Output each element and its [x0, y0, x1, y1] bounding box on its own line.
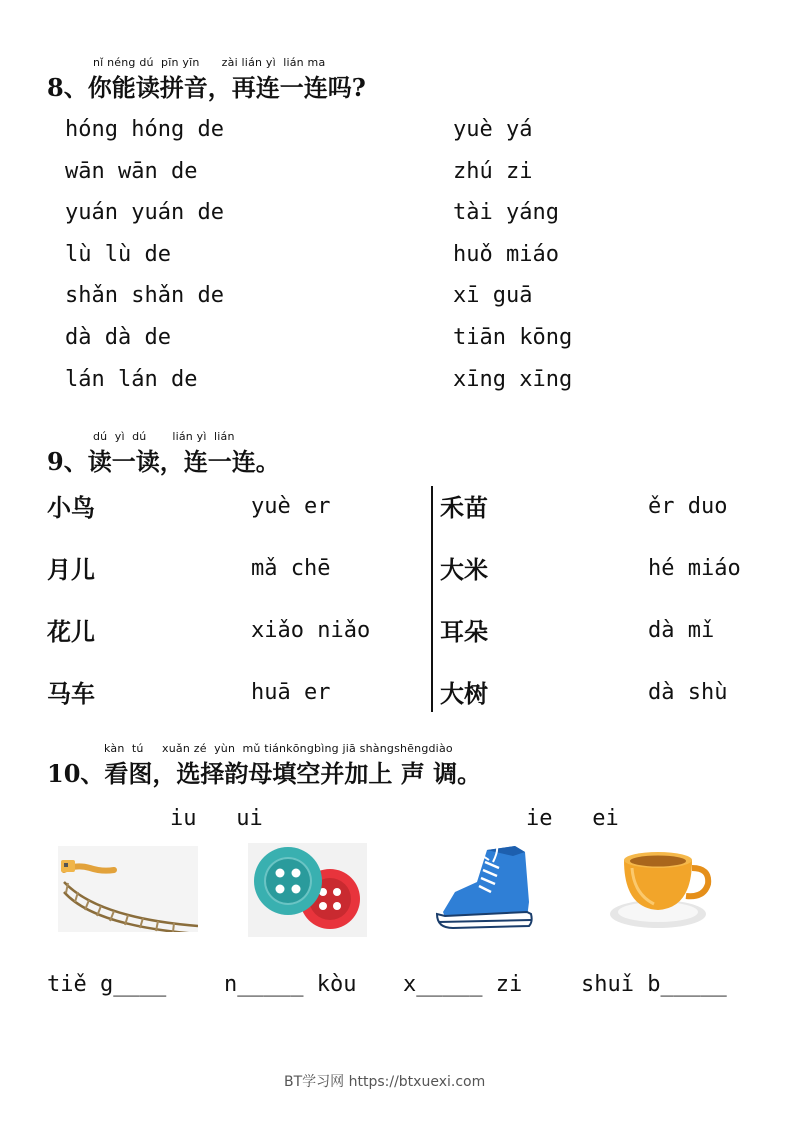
q8-right-item: huǒ miáo — [453, 241, 559, 267]
footer-watermark: BT学习网 https://btxuexi.com — [284, 1074, 486, 1090]
q8-right-item: xīng xīng — [453, 366, 573, 392]
q9-right-words — [440, 488, 488, 736]
buttons-image — [248, 843, 367, 937]
q8-left-column — [65, 117, 224, 408]
q9-word: 大树 — [440, 680, 488, 708]
q10-options-left: iu ui — [170, 806, 263, 831]
railway-track-icon — [58, 846, 198, 932]
q9-pinyin: mǎ chē — [251, 556, 331, 581]
q9-pinyin-annotation: dú yì dú lián yì lián — [93, 430, 235, 443]
sneaker-image — [433, 842, 537, 932]
q8-pinyin-annotation: nǐ néng dú pīn yīn zài lián yì lián ma — [93, 56, 326, 69]
q10-pinyin-annotation: kàn tú xuǎn zé yùn mǔ tiánkōngbìng jiā shàngshēngdiào — [104, 742, 453, 755]
q8-left-item: dà dà de — [65, 324, 171, 350]
q8-left-item: lù lù de — [65, 241, 171, 267]
q10-blank-2: n_____ kòu — [224, 972, 357, 997]
q8-right-item: tiān kōng — [453, 324, 573, 350]
railway-track-image — [58, 846, 198, 932]
q10-blank-3: x_____ zi — [403, 972, 523, 997]
q10-blank-4: shuǐ b_____ — [581, 972, 727, 997]
q9-word: 耳朵 — [440, 618, 488, 646]
q9-pinyin: dà mǐ — [648, 618, 715, 643]
q8-right-item: xī guā — [453, 283, 533, 309]
q9-pinyin: dà shù — [648, 680, 728, 705]
q8-left-item: wān wān de — [65, 158, 198, 184]
q9-word: 禾苗 — [440, 494, 488, 522]
q10-title: 10、看图，选择韵母填空并加上 声 调。 — [47, 759, 482, 788]
q9-right-pinyin — [648, 494, 741, 742]
q9-pinyin: hé miáo — [648, 556, 741, 581]
q8-right-column — [453, 117, 572, 408]
q9-word: 花儿 — [47, 618, 95, 646]
q9-pinyin: xiǎo niǎo — [251, 618, 371, 643]
q8-left-item: lán lán de — [65, 366, 198, 392]
q8-right-item: zhú zi — [453, 158, 533, 184]
q9-pinyin: ěr duo — [648, 494, 728, 519]
sneaker-icon — [433, 842, 537, 932]
q8-left-item: hóng hóng de — [65, 117, 224, 142]
q9-word: 马车 — [47, 680, 95, 708]
q9-left-words — [47, 488, 95, 736]
q8-left-item: shǎn shǎn de — [65, 283, 224, 309]
q9-left-pinyin — [251, 494, 370, 742]
q10-blank-1: tiě g____ — [47, 972, 167, 997]
buttons-icon — [248, 843, 367, 937]
q8-right-item: yuè yá — [453, 117, 533, 142]
q9-word: 月儿 — [47, 556, 95, 584]
q10-options-right: ie ei — [526, 806, 619, 831]
q9-word: 大米 — [440, 556, 488, 584]
q9-title: 9、读一读，连一连。 — [47, 447, 280, 476]
teacup-icon — [608, 846, 714, 932]
q8-right-item: tài yáng — [453, 200, 559, 226]
q9-divider — [431, 486, 433, 712]
q8-left-item: yuán yuán de — [65, 200, 224, 226]
q9-word: 小鸟 — [47, 494, 95, 522]
q8-title: 8、你能读拼音，再连一连吗? — [47, 73, 366, 102]
teacup-image — [608, 846, 714, 932]
q9-pinyin: yuè er — [251, 494, 331, 519]
q9-pinyin: huā er — [251, 680, 331, 705]
